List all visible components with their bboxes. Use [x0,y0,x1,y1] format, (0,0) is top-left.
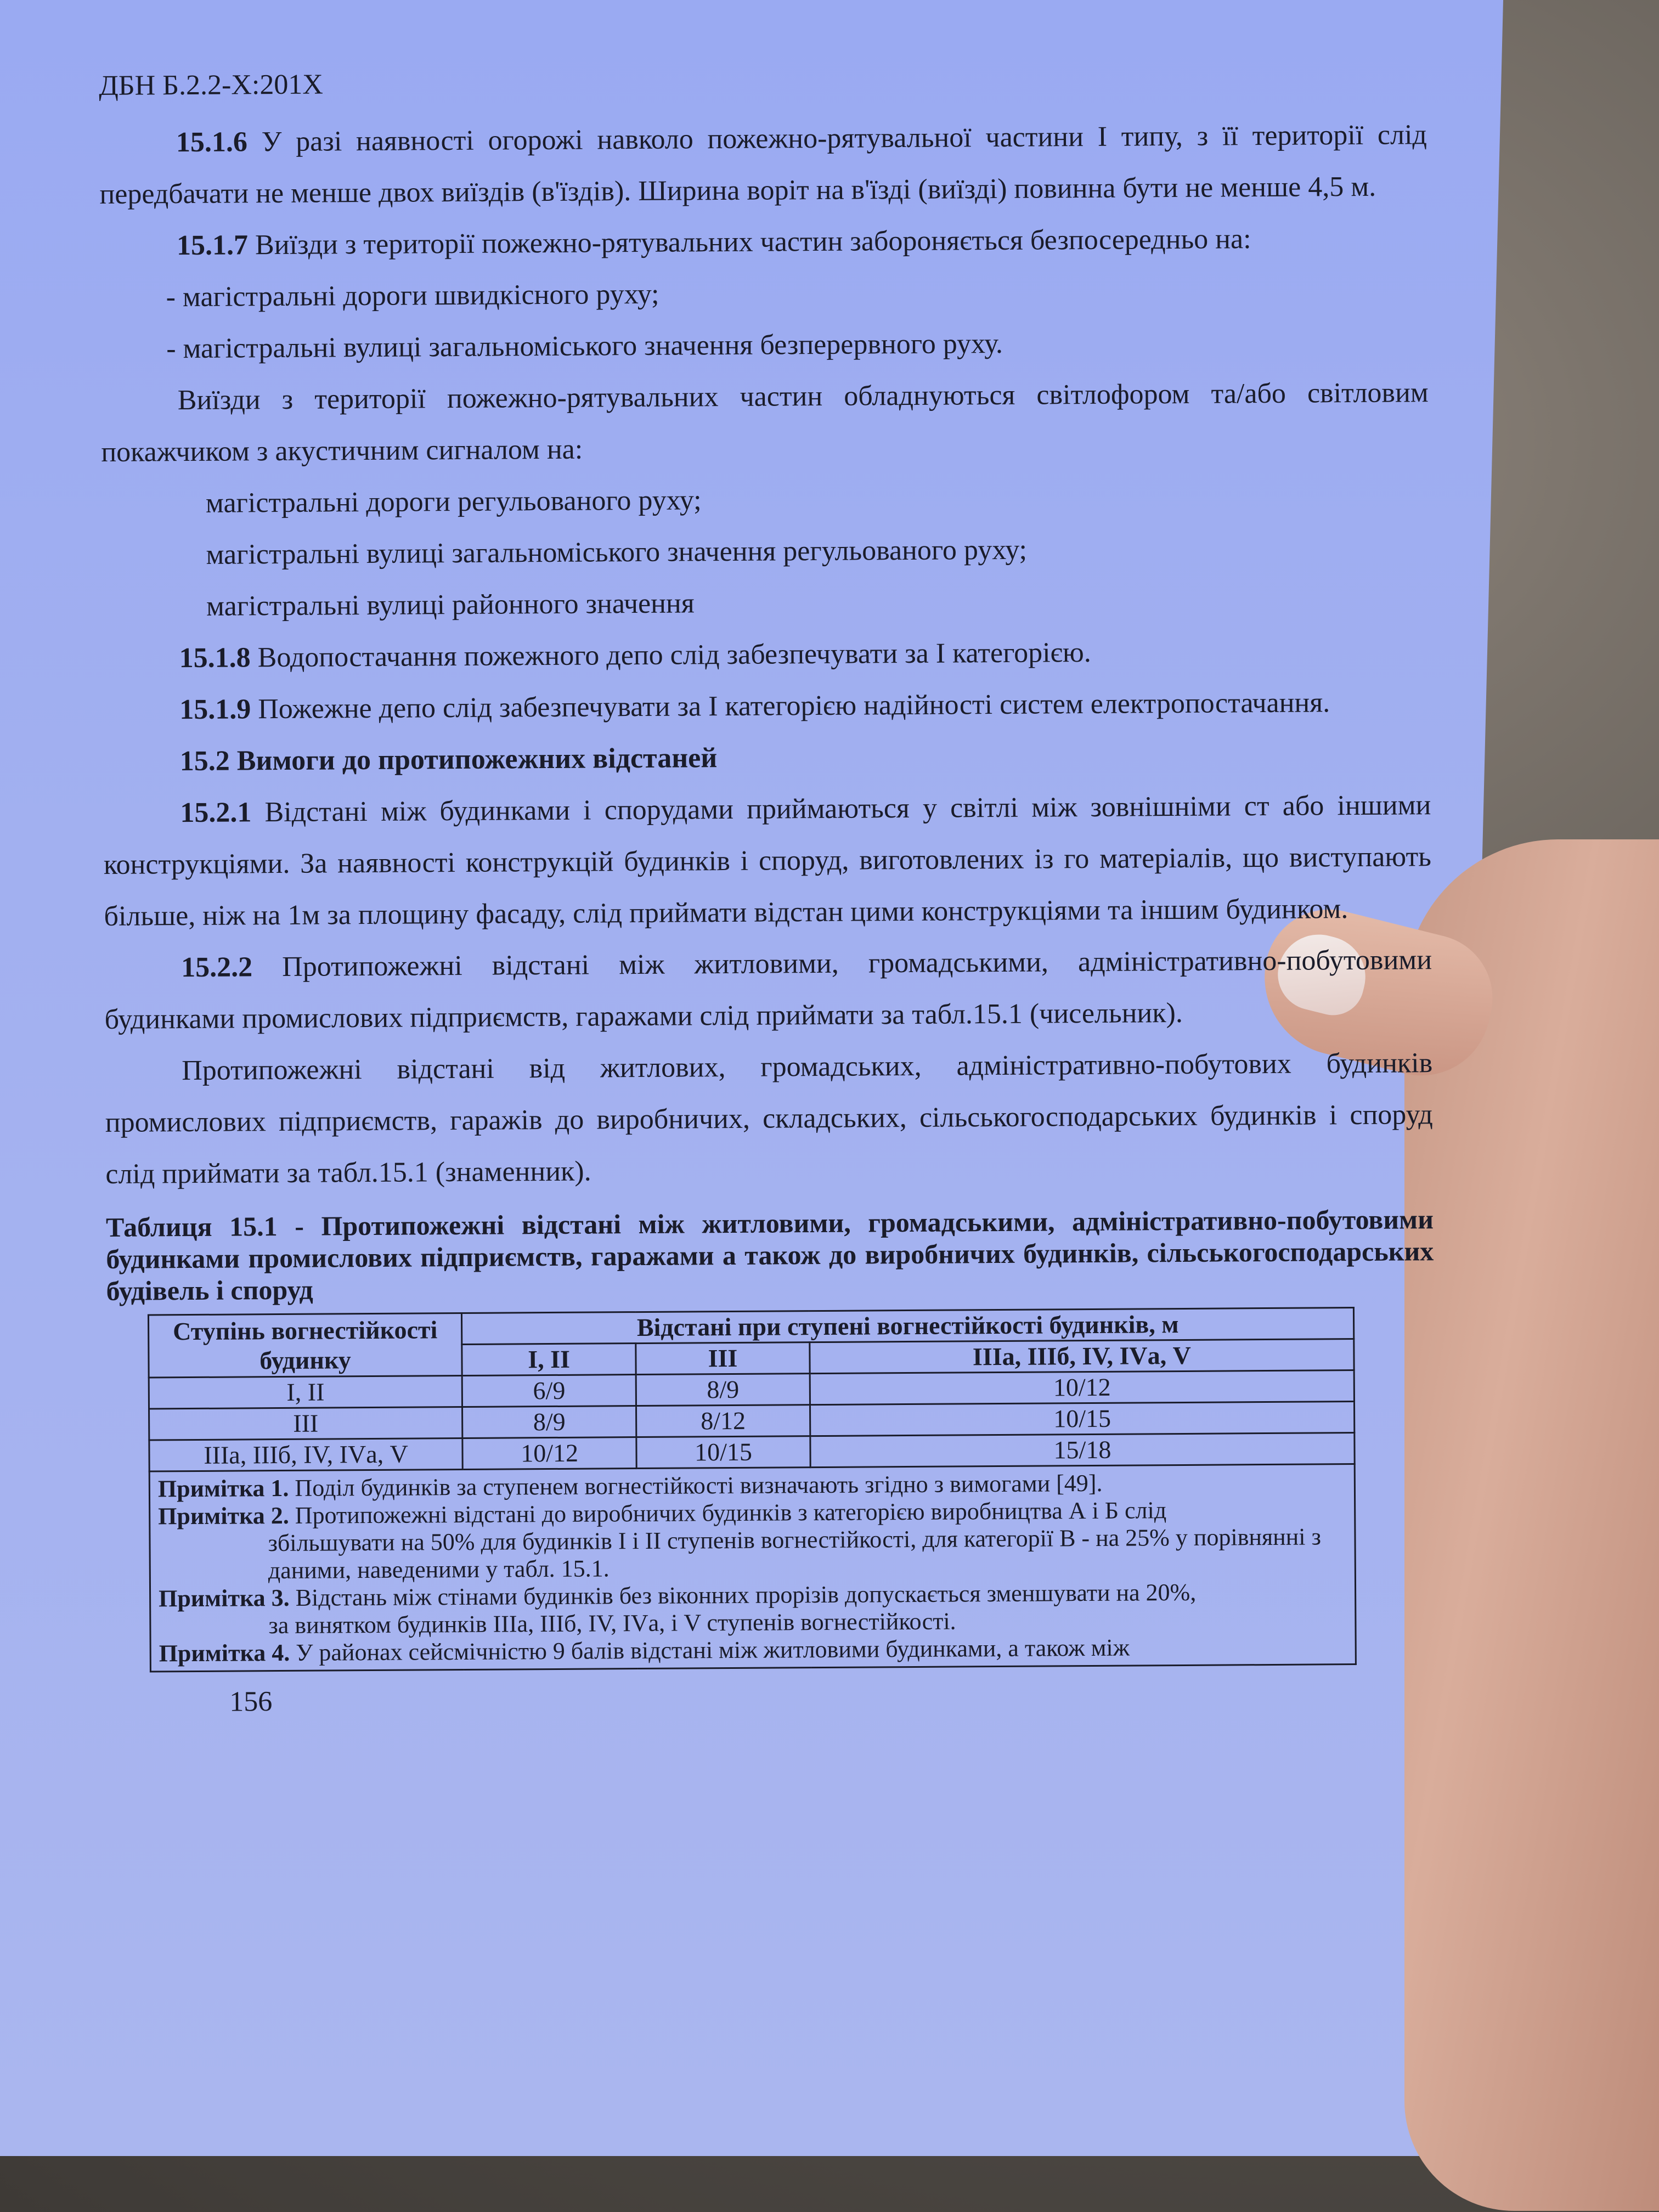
table-caption: Таблиця 15.1 - Протипожежні відстані між житловими, громадськими, адміністративно-побутовими будинками промислових підприємств, гаражами а також до виробничих будинків, сільськогосподарських будівель і споруд [105,1204,1434,1306]
paragraph-15-1-8 [102,625,1430,685]
clause-number: 15.1.9 [179,693,251,726]
clause-text: У разі наявності огорожі навколо пожежно-рятувальної частини І типу, з її території слід передбачати не менше двох виїздів (в'їздів). Ширина воріт на в'їзді (виїзді) повинна бути не менше 4,5 м. [99,119,1427,210]
note-label: Примітка 2. [158,1502,289,1530]
list-item: магістральні дороги регульованого руху; [205,484,702,519]
clause-number: 15.1.8 [179,642,251,674]
note-text: Відстань між стінами будинків без віконних прорізів допускається зменшувати на 20%, [289,1578,1197,1611]
table-col-header: ІІІ [636,1342,810,1375]
paragraph-15-2-1 [103,780,1432,943]
table-cell: 6/9 [462,1375,636,1407]
page-number: 156 [229,1686,273,1718]
clause-text: Пожежне депо слід забезпечувати за І категорією надійності систем електропостачання. [251,687,1330,725]
table-cell: 8/12 [636,1405,810,1437]
table-col-header: І, ІІ [462,1344,636,1376]
note-label: Примітка 4. [159,1639,290,1667]
table-notes-row [149,1464,1356,1672]
paragraph-15-1-9 [103,676,1431,736]
clause-text: Протипожежні відстані між житловими, громадськими, адміністративно-побутовими будинками промислових підприємств, гаражами слід приймати за табл.15.1 (чисельник). [104,944,1432,1035]
table-cell: І, ІІ [149,1375,462,1408]
table-notes [149,1464,1356,1672]
paragraph-15-1-6 [99,109,1427,221]
note-3 [159,1578,1347,1640]
note-text: Протипожежні відстані до виробничих будинків з категорією виробництва А і Б слід [289,1497,1167,1529]
note-text: Поділ будинків за ступенем вогнестійкості визначають згідно з вимогами [49]. [289,1469,1103,1502]
document-content [99,52,1437,1729]
clause-text: Виїзди з території пожежно-рятувальних частин забороняється безпосередньо на: [247,223,1251,261]
table-cell: ІІІа, ІІІб, ІV, ІVа, V [149,1438,463,1471]
table-cell: ІІІ [149,1407,463,1440]
paragraph-distances: Протипожежні відстані від житлових, громадських, адміністративно-побутових будинків промислових підприємств, гаражів до виробничих, складських, сільськогосподарських будинків і споруд слід приймати за табл.15.1 (знаменник). [105,1047,1433,1190]
table-cell: 8/9 [462,1406,636,1438]
fire-distance-table [148,1307,1357,1672]
paragraph-exits: Виїзди з території пожежно-рятувальних частин обладнуються світлофором та/або світловим покажчиком з акустичним сигналом на: [101,377,1429,468]
list-item: магістральні вулиці загальноміського значення регульованого руху; [206,534,1028,571]
table-header-distances: Відстані при ступені вогнестійкості будинків, м [462,1308,1354,1345]
clause-number: 15.1.6 [176,126,248,159]
note-2 [158,1496,1347,1585]
paragraph-15-1-7 [100,212,1428,272]
table-cell: 10/15 [810,1402,1354,1436]
table-cell: 10/15 [636,1436,810,1469]
clause-number: 15.2.1 [180,797,252,829]
list-item: - магістральні вулиці загальноміського значення безперервного руху. [166,328,1003,365]
doc-header: ДБН Б.2.2-Х:201Х [99,69,324,101]
note-label: Примітка 1. [157,1474,289,1503]
note-continuation: збільшувати на 50% для будинків І і ІІ ступенів вогнестійкості, для категорії В - на 25% у порівнянні з даними, наведеними у табл. 15.1. [268,1523,1322,1584]
clause-text: Відстані між будинками і спорудами приймаються у світлі між зовнішніми ст або іншими конструкціями. За наявності конструкцій будинків і споруд, виготовлених із го матеріалів, що виступають більше, ніж на 1м за площину фасаду, слід приймати відстан цими конструкціями та іншим будинком. [103,789,1432,932]
table-header-degree: Ступінь вогнестійкості будинку [148,1313,462,1378]
clause-number: 15.1.7 [176,229,249,262]
table-cell: 15/18 [810,1433,1355,1468]
table-cell: 10/12 [810,1370,1354,1405]
table-cell: 8/9 [636,1374,810,1406]
table-cell: 10/12 [462,1437,636,1470]
clause-text: Водопостачання пожежного депо слід забезпечувати за І категорією. [250,636,1091,674]
note-label: Примітка 3. [158,1584,290,1612]
list-item: - магістральні дороги швидкісного руху; [166,278,659,313]
paragraph-15-2-2 [104,934,1432,1046]
section-heading: 15.2 Вимоги до протипожежних відстаней [179,742,718,777]
note-text: У районах сейсмічністю 9 балів відстані між житловими будинками, а також між [290,1634,1130,1666]
list-item: магістральні вулиці районного значення [206,588,695,622]
note-continuation: за винятком будинків ІІІа, ІІІб, ІV, ІVа, і V ступенів вогнестійкості. [268,1607,956,1639]
table-col-header: ІІІа, ІІІб, ІV, ІVа, V [810,1339,1354,1374]
clause-number: 15.2.2 [180,951,253,984]
